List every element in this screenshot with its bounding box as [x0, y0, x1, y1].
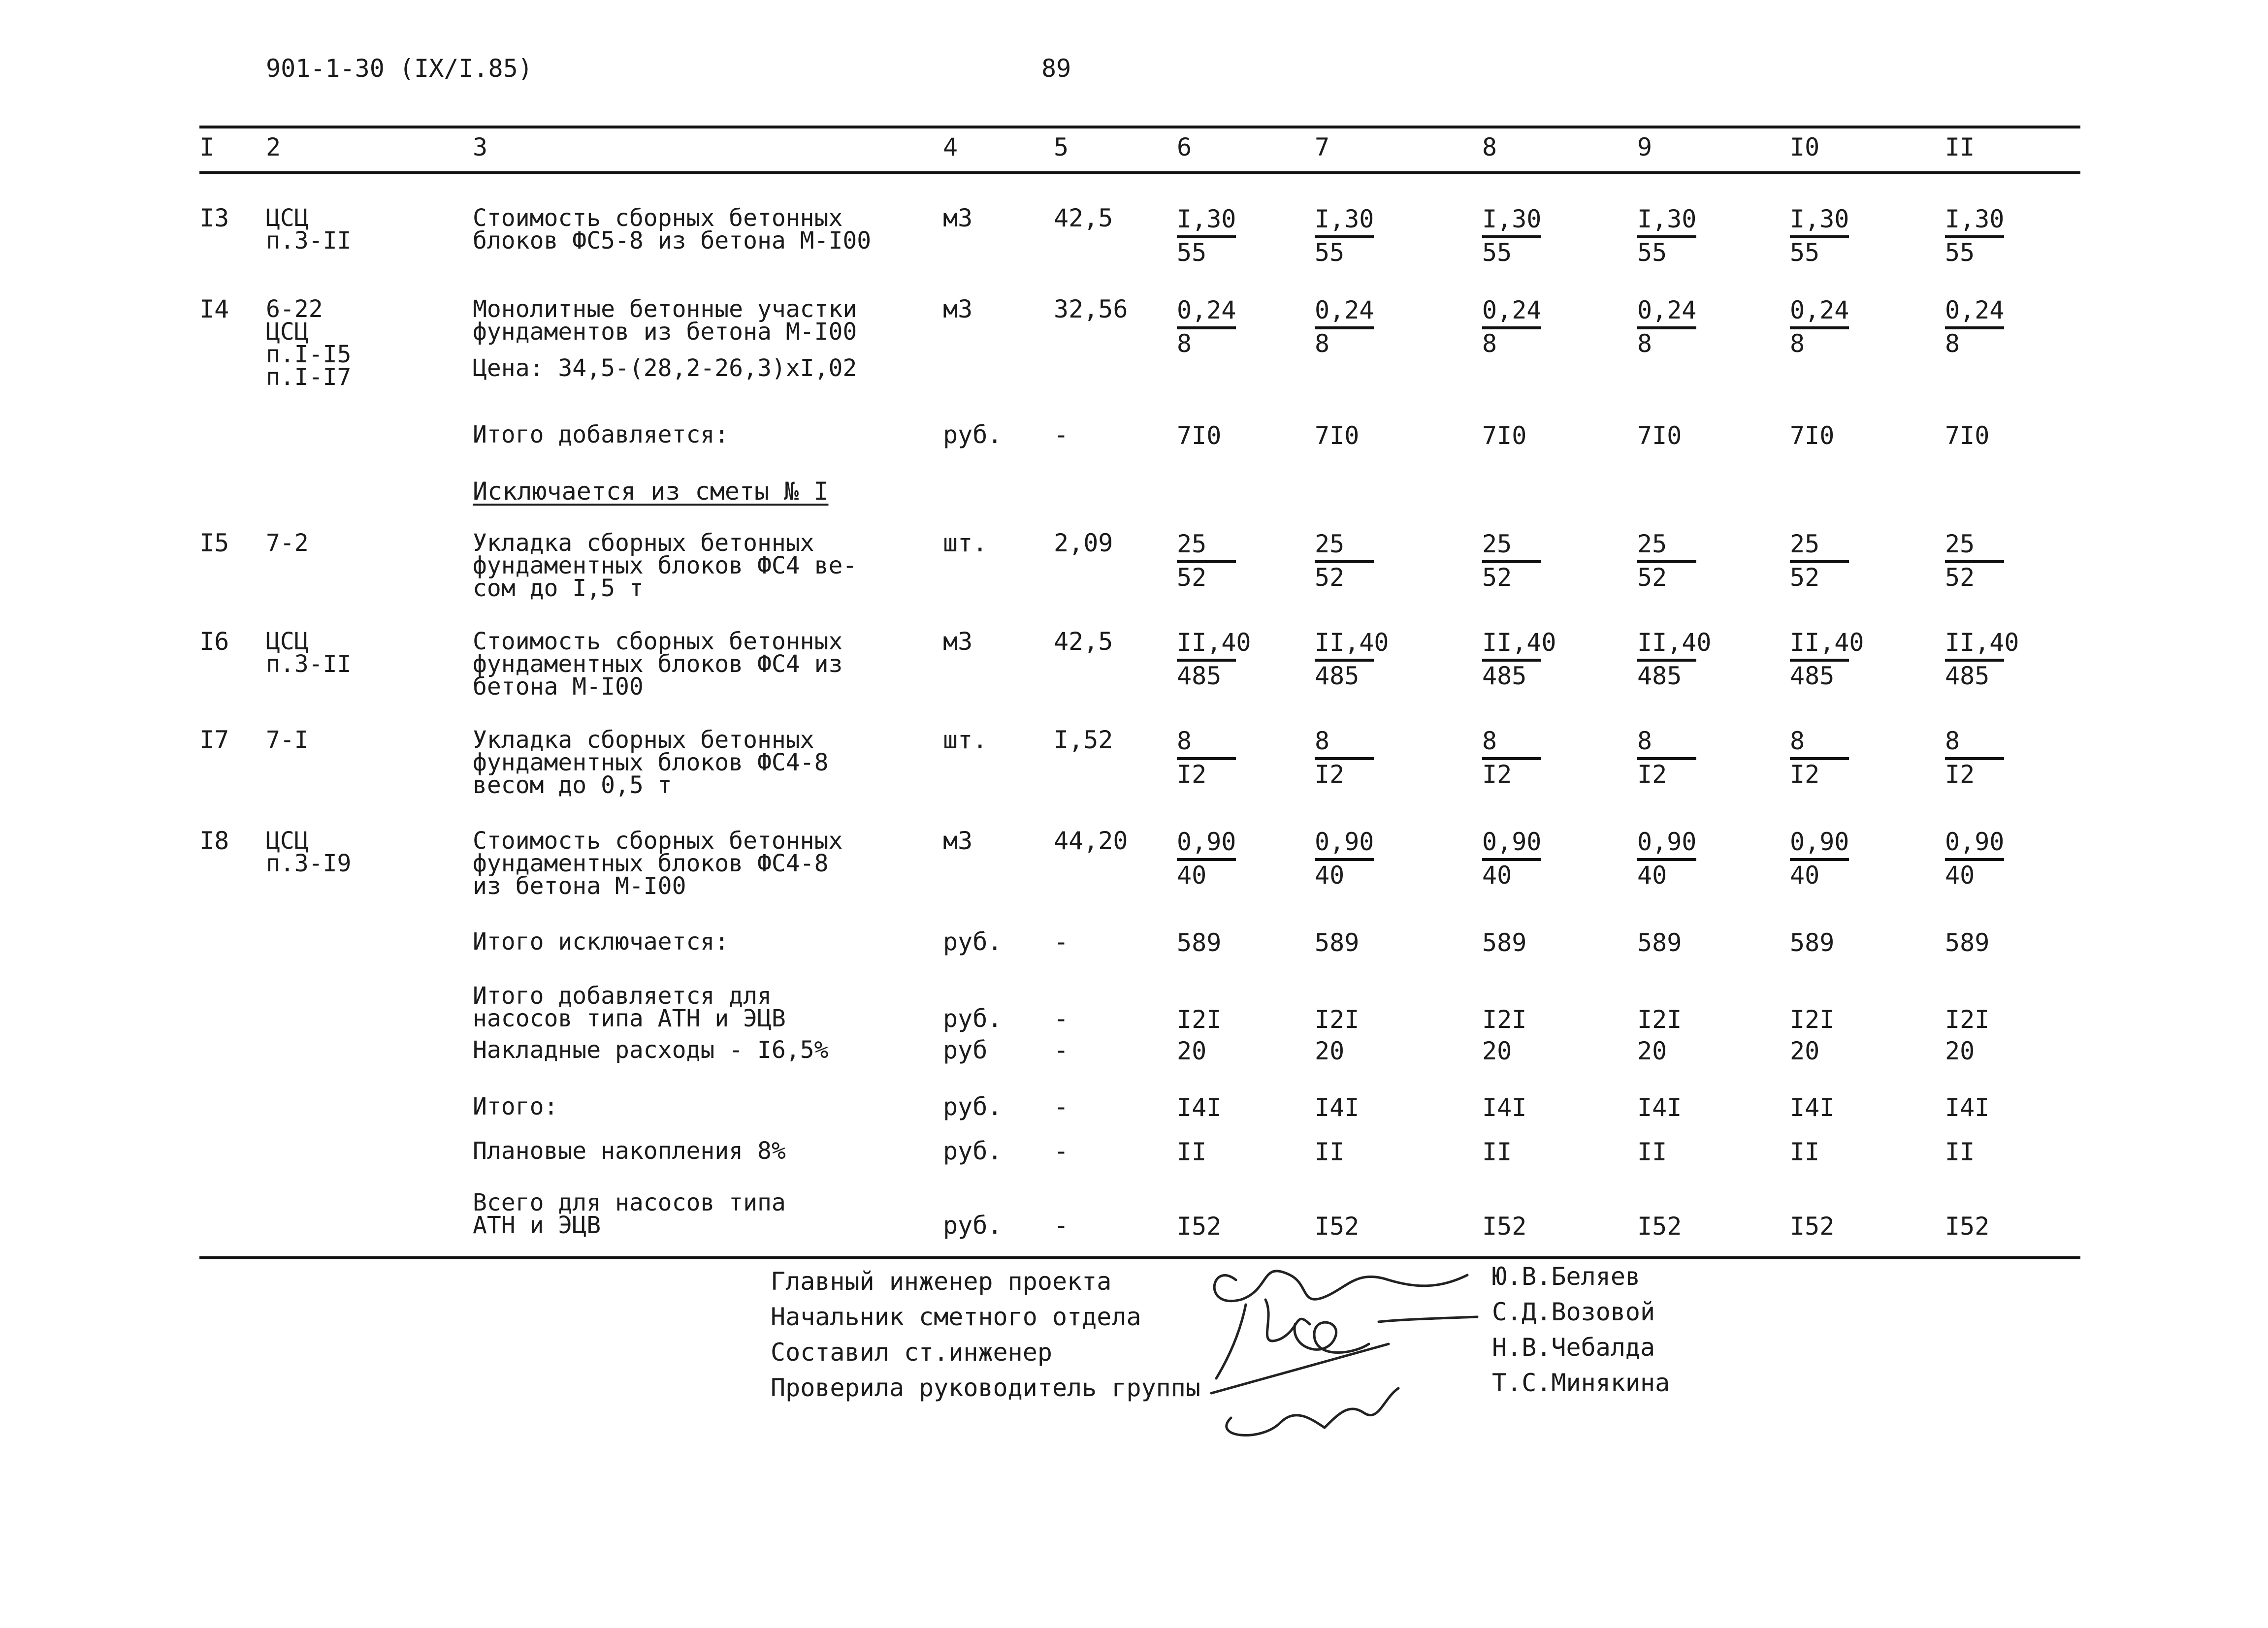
column-number: 5	[1054, 133, 1069, 161]
cost: 40	[1177, 861, 1207, 890]
work-description: Итого добавляется:	[473, 421, 729, 448]
fraction-cell	[1790, 727, 1854, 789]
quantity: II,40	[1790, 628, 1864, 657]
total-value: 20	[1637, 1037, 1667, 1065]
column-number: 4	[943, 133, 958, 161]
row-number: I5	[199, 529, 229, 557]
cost: 52	[1315, 563, 1345, 592]
total-value: I4I	[1945, 1093, 1990, 1122]
total-value: 7I0	[1637, 421, 1682, 450]
fraction-cell	[1790, 530, 1854, 592]
fraction-cell	[1945, 530, 2009, 592]
cost: 55	[1177, 238, 1207, 267]
quantity: I,30	[1177, 205, 1236, 233]
unit: шт.	[943, 529, 988, 557]
quantity: 0,90	[1637, 828, 1697, 856]
fraction-cell	[1177, 296, 1241, 358]
unit-price: I,52	[1054, 726, 1113, 754]
fraction-cell	[1482, 828, 1546, 890]
quantity: 25	[1315, 530, 1345, 558]
quantity: 0,24	[1790, 296, 1849, 324]
fraction-cell	[1637, 628, 1712, 690]
quantity: 25	[1790, 530, 1820, 558]
signatory-name: С.Д.Возовой	[1492, 1298, 1655, 1326]
page-number: 89	[1041, 54, 1071, 83]
total-value: I4I	[1315, 1093, 1360, 1122]
column-number: 8	[1482, 133, 1497, 161]
column-number: 3	[473, 133, 488, 161]
fraction-cell	[1315, 727, 1379, 789]
cost: 485	[1637, 662, 1682, 690]
total-value: 7I0	[1177, 421, 1222, 450]
cost: I2	[1790, 760, 1820, 789]
quantity: 25	[1637, 530, 1667, 558]
table-top-rule	[199, 126, 2080, 128]
price-formula: Цена: 34,5-(28,2-26,3)хI,02	[473, 354, 857, 382]
fraction-cell	[1637, 828, 1701, 890]
fraction-cell	[1945, 628, 2019, 690]
total-value: 7I0	[1482, 421, 1527, 450]
cost: I2	[1315, 760, 1345, 789]
quantity: I,30	[1945, 205, 2005, 233]
quantity: 0,90	[1482, 828, 1542, 856]
quantity: 0,24	[1637, 296, 1697, 324]
cost: 55	[1945, 238, 1975, 267]
fraction-cell	[1945, 296, 2009, 358]
fraction-cell	[1177, 205, 1241, 267]
cost: 8	[1945, 329, 1960, 358]
quantity: 25	[1945, 530, 1975, 558]
cost: 52	[1945, 563, 1975, 592]
cost: 52	[1637, 563, 1667, 592]
total-value: 7I0	[1315, 421, 1360, 450]
quantity: I,30	[1315, 205, 1374, 233]
quantity: II,40	[1637, 628, 1712, 657]
fraction-cell	[1945, 727, 2009, 789]
cost: 40	[1315, 861, 1345, 890]
norm-code: 7-I	[266, 726, 309, 754]
quantity: 8	[1790, 727, 1805, 755]
handwritten-signatures	[1182, 1241, 1487, 1447]
cost: I2	[1177, 760, 1207, 789]
unit-price: -	[1054, 1092, 1069, 1121]
work-description: Укладка сборных бетонных фундаментных блоков ФС4 ве- сом до I,5 т	[473, 529, 857, 602]
fraction-cell	[1945, 205, 2009, 267]
signature-title: Проверила руководитель группы	[771, 1373, 1200, 1402]
fraction-cell	[1482, 530, 1546, 592]
fraction-cell	[1315, 530, 1379, 592]
fraction-cell	[1637, 530, 1701, 592]
quantity: 0,90	[1790, 828, 1849, 856]
norm-code: ЦСЦ п.3-II	[266, 204, 352, 255]
fraction-cell	[1790, 205, 1854, 267]
total-value: I52	[1790, 1212, 1835, 1241]
unit-price: -	[1054, 1137, 1069, 1165]
unit: руб.	[943, 927, 1003, 956]
total-value: I4I	[1482, 1093, 1527, 1122]
quantity: 8	[1482, 727, 1497, 755]
fraction-cell	[1637, 727, 1701, 789]
signatory-name: Ю.В.Беляев	[1492, 1262, 1641, 1291]
total-value: 20	[1315, 1037, 1345, 1065]
header-bottom-rule	[199, 171, 2080, 174]
unit: руб.	[943, 1211, 1003, 1240]
total-value: I52	[1945, 1212, 1990, 1241]
column-number: I0	[1790, 133, 1820, 161]
column-number: 2	[266, 133, 281, 161]
quantity: II,40	[1945, 628, 2019, 657]
work-description: Стоимость сборных бетонных фундаментных блоков ФС4-8 из бетона М-I00	[473, 827, 843, 900]
cost: 485	[1177, 662, 1222, 690]
cost: 8	[1790, 329, 1805, 358]
total-value: I52	[1637, 1212, 1682, 1241]
total-value: I4I	[1637, 1093, 1682, 1122]
cost: 8	[1177, 329, 1192, 358]
signatory-name: Н.В.Чебалда	[1492, 1333, 1655, 1362]
fraction-cell	[1177, 727, 1241, 789]
total-value: 20	[1945, 1037, 1975, 1065]
row-number: I4	[199, 295, 229, 323]
quantity: 0,90	[1945, 828, 2005, 856]
unit: руб.	[943, 1137, 1003, 1165]
cost: I2	[1482, 760, 1512, 789]
cost: 8	[1482, 329, 1497, 358]
signature-title: Составил ст.инженер	[771, 1338, 1052, 1367]
cost: 55	[1315, 238, 1345, 267]
table-bottom-rule	[199, 1256, 2080, 1259]
column-number: 9	[1637, 133, 1652, 161]
quantity: 0,24	[1945, 296, 2005, 324]
fraction-cell	[1315, 828, 1379, 890]
work-description: Итого:	[473, 1093, 558, 1120]
total-value: 20	[1482, 1037, 1512, 1065]
quantity: I,30	[1482, 205, 1542, 233]
cost: I2	[1945, 760, 1975, 789]
total-value: I2I	[1482, 1005, 1527, 1034]
fraction-cell	[1790, 628, 1864, 690]
column-number: 7	[1315, 133, 1330, 161]
unit-price: -	[1054, 1004, 1069, 1033]
total-value: 20	[1177, 1037, 1207, 1065]
fraction-cell	[1482, 205, 1546, 267]
norm-code: ЦСЦ п.3-I9	[266, 827, 352, 877]
unit-price: 44,20	[1054, 827, 1128, 855]
total-value: I2I	[1315, 1005, 1360, 1034]
quantity: II,40	[1315, 628, 1389, 657]
fraction-cell	[1315, 628, 1389, 690]
cost: 55	[1790, 238, 1820, 267]
total-value: II	[1945, 1138, 1975, 1166]
total-value: II	[1177, 1138, 1207, 1166]
row-number: I6	[199, 627, 229, 656]
work-description: Итого добавляется для насосов типа АТН и ЭЦВ	[473, 982, 786, 1032]
total-value: 589	[1790, 928, 1835, 957]
total-value: 7I0	[1945, 421, 1990, 450]
total-value: I4I	[1177, 1093, 1222, 1122]
fraction-cell	[1315, 205, 1379, 267]
total-value: 589	[1637, 928, 1682, 957]
fraction-cell	[1482, 727, 1546, 789]
total-value: 7I0	[1790, 421, 1835, 450]
section-heading: Исключается из сметы № I	[473, 477, 829, 506]
quantity: 0,90	[1177, 828, 1236, 856]
work-description: Всего для насосов типа АТН и ЭЦВ	[473, 1189, 786, 1239]
unit-price: -	[1054, 1036, 1069, 1064]
unit: м3	[943, 827, 973, 855]
cost: 40	[1637, 861, 1667, 890]
cost: 485	[1945, 662, 1990, 690]
total-value: I52	[1315, 1212, 1360, 1241]
cost: 55	[1637, 238, 1667, 267]
quantity: 25	[1177, 530, 1207, 558]
fraction-cell	[1790, 828, 1854, 890]
work-description: Укладка сборных бетонных фундаментных блоков ФС4-8 весом до 0,5 т	[473, 726, 829, 799]
cost: 485	[1790, 662, 1835, 690]
quantity: 8	[1315, 727, 1330, 755]
unit: м3	[943, 295, 973, 323]
quantity: 8	[1945, 727, 1960, 755]
row-number: I7	[199, 726, 229, 754]
cost: 485	[1315, 662, 1360, 690]
quantity: 8	[1637, 727, 1652, 755]
total-value: 589	[1945, 928, 1990, 957]
work-description: Монолитные бетонные участки фундаментов из бетона М-I00	[473, 295, 857, 346]
unit-price: 42,5	[1054, 627, 1113, 656]
total-value: I4I	[1790, 1093, 1835, 1122]
fraction-cell	[1790, 296, 1854, 358]
work-description: Стоимость сборных бетонных блоков ФС5-8 из бетона М-I00	[473, 204, 872, 255]
unit: м3	[943, 204, 973, 232]
quantity: I,30	[1790, 205, 1849, 233]
total-value: 589	[1177, 928, 1222, 957]
total-value: 20	[1790, 1037, 1820, 1065]
work-description: Стоимость сборных бетонных фундаментных блоков ФС4 из бетона М-I00	[473, 628, 843, 701]
unit: руб.	[943, 1004, 1003, 1033]
signature-title: Начальник сметного отдела	[771, 1303, 1141, 1331]
total-value: I2I	[1637, 1005, 1682, 1034]
total-value: 589	[1482, 928, 1527, 957]
total-value: I2I	[1177, 1005, 1222, 1034]
total-value: I2I	[1945, 1005, 1990, 1034]
unit: руб	[943, 1036, 988, 1064]
work-description: Плановые накопления 8%	[473, 1137, 786, 1165]
fraction-cell	[1177, 628, 1251, 690]
cost: I2	[1637, 760, 1667, 789]
quantity: 25	[1482, 530, 1512, 558]
quantity: 0,24	[1482, 296, 1542, 324]
cost: 52	[1177, 563, 1207, 592]
quantity: II,40	[1177, 628, 1251, 657]
total-value: II	[1482, 1138, 1512, 1166]
unit-price: -	[1054, 927, 1069, 956]
fraction-cell	[1177, 530, 1241, 592]
column-number: I	[199, 133, 215, 161]
norm-code: 6-22 ЦСЦ п.I-I5 п.I-I7	[266, 295, 352, 391]
total-value: II	[1315, 1138, 1345, 1166]
quantity: 8	[1177, 727, 1192, 755]
unit: шт.	[943, 726, 988, 754]
norm-code: 7-2	[266, 529, 309, 557]
unit: м3	[943, 627, 973, 656]
fraction-cell	[1315, 296, 1379, 358]
fraction-cell	[1637, 205, 1701, 267]
fraction-cell	[1945, 828, 2009, 890]
total-value: 589	[1315, 928, 1360, 957]
unit-price: -	[1054, 1211, 1069, 1240]
cost: 40	[1945, 861, 1975, 890]
total-value: I52	[1482, 1212, 1527, 1241]
unit-price: 2,09	[1054, 529, 1113, 557]
row-number: I8	[199, 827, 229, 855]
quantity: 0,24	[1177, 296, 1236, 324]
cost: 55	[1482, 238, 1512, 267]
cost: 40	[1790, 861, 1820, 890]
fraction-cell	[1637, 296, 1701, 358]
total-value: II	[1637, 1138, 1667, 1166]
work-description: Накладные расходы - I6,5%	[473, 1036, 829, 1064]
quantity: I,30	[1637, 205, 1697, 233]
column-number: II	[1945, 133, 1975, 161]
unit-price: 32,56	[1054, 295, 1128, 323]
quantity: 0,24	[1315, 296, 1374, 324]
cost: 8	[1637, 329, 1652, 358]
unit-price: -	[1054, 420, 1069, 449]
unit: руб.	[943, 420, 1003, 449]
total-value: II	[1790, 1138, 1820, 1166]
cost: 52	[1790, 563, 1820, 592]
cost: 52	[1482, 563, 1512, 592]
unit-price: 42,5	[1054, 204, 1113, 232]
cost: 485	[1482, 662, 1527, 690]
signatory-name: Т.С.Минякина	[1492, 1369, 1670, 1397]
quantity: II,40	[1482, 628, 1556, 657]
total-value: I2I	[1790, 1005, 1835, 1034]
fraction-cell	[1482, 628, 1556, 690]
unit: руб.	[943, 1092, 1003, 1121]
total-value: I52	[1177, 1212, 1222, 1241]
cost: 40	[1482, 861, 1512, 890]
cost: 8	[1315, 329, 1330, 358]
work-description: Итого исключается:	[473, 928, 729, 956]
quantity: 0,90	[1315, 828, 1374, 856]
norm-code: ЦСЦ п.3-II	[266, 628, 352, 678]
row-number: I3	[199, 204, 229, 232]
document-code: 901-1-30 (IX/I.85)	[266, 54, 533, 83]
signature-title: Главный инженер проекта	[771, 1267, 1112, 1296]
fraction-cell	[1482, 296, 1546, 358]
column-number: 6	[1177, 133, 1192, 161]
fraction-cell	[1177, 828, 1241, 890]
